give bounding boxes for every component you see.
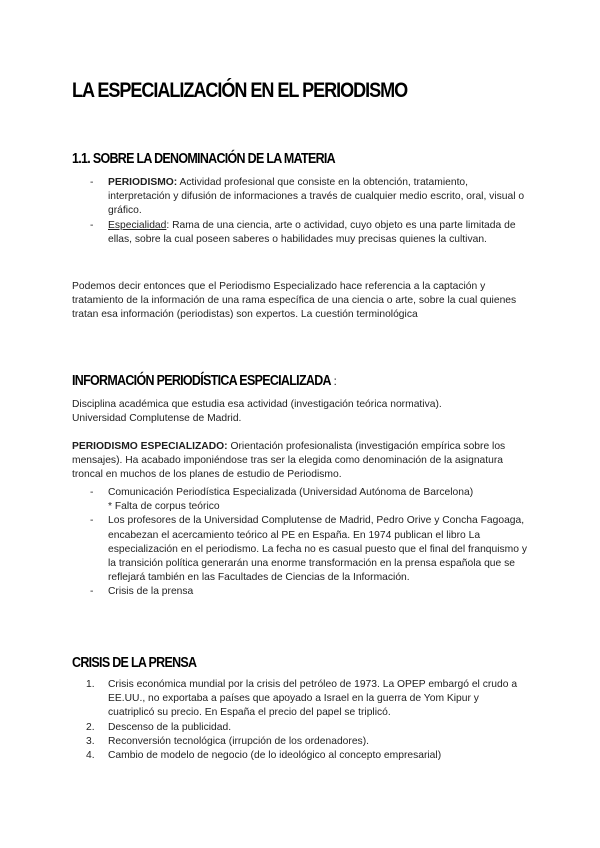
list-item [72, 219, 528, 247]
bullet-marker: - [90, 515, 94, 527]
list-item [72, 721, 528, 735]
definition-periodismo-especializado: Orientación profesionalista (investigación empírica sobre los mensajes). Ha acabado imponiéndose tras ser la elegida como denominación de la asignatura troncal en muchos de los planes de estudio de Periodismo. [72, 441, 506, 481]
bullet-marker: - [90, 487, 94, 498]
bullet-marker: - [90, 586, 94, 598]
list-number: 1. [86, 679, 95, 690]
paragraph-periodismo-especializado: Podemos decir entonces que el Periodismo Especializado hace referencia a la captación y tratamiento de la información de una rama específica de una ciencia o arte, sobre la cual quienes tratan esa información (periodistas) son expertos. La cuestión terminológica [72, 281, 517, 321]
list-item-text: Descenso de la publicidad. [108, 721, 232, 733]
list-number: 4. [86, 750, 95, 762]
paragraph-disciplina: Disciplina académica que estudia esa actividad (investigación teórica normativa). Universidad Complutense de Madrid. [72, 399, 442, 425]
list-item-text: Los profesores de la Universidad Complutense de Madrid, Pedro Orive y Concha Fagoaga, encabezan el acercamiento teórico al PE en España. En 1974 publican el libro La especialización en el periodismo. La fecha no es casual puesto que el final del franquismo y la transición política generarán una enorme transformación en la prensa española que se reflejará también en las Facultades de Ciencias de la Información. [108, 515, 527, 584]
bullet-marker: - [90, 219, 94, 231]
list-item [72, 678, 528, 721]
term-especialidad: Especialidad [108, 219, 167, 231]
bullet-marker: - [90, 177, 94, 188]
document-title: LA ESPECIALIZACIÓN EN EL PERIODISMO [72, 79, 408, 102]
list-sub-note: * Falta de corpus teórico [108, 501, 220, 513]
list-item [72, 486, 528, 514]
section-heading-crisis: CRISIS DE LA PRENSA [72, 655, 197, 671]
list-item-text: Crisis de la prensa [108, 586, 194, 598]
list-item-text: Reconversión tecnológica (irrupción de los ordenadores). [108, 735, 369, 747]
list-item [72, 735, 528, 749]
paragraph-periodismo-especializado-def [72, 440, 528, 483]
term-periodismo-especializado: PERIODISMO ESPECIALIZADO: [72, 441, 228, 452]
section-heading-informacion-text: INFORMACIÓN PERIODÍSTICA ESPECIALIZADA [72, 373, 331, 389]
list-item-text: Comunicación Periodística Especializada (Universidad Autónoma de Barcelona) [108, 487, 474, 498]
list-number: 3. [86, 735, 95, 747]
crisis-list [72, 678, 528, 763]
academic-list [72, 486, 528, 600]
definition-list [72, 176, 528, 247]
heading-colon: : [330, 374, 337, 388]
list-item [72, 176, 528, 219]
term-periodismo: PERIODISMO: [108, 177, 178, 188]
definition-periodismo: Actividad profesional que consiste en la obtención, tratamiento, interpretación y difusión de informaciones a través de cualquier medio escrito, oral, visual o gráfico. [108, 177, 525, 217]
section-heading-informacion [72, 372, 337, 390]
list-item-text: Cambio de modelo de negocio (de lo ideológico al concepto empresarial) [108, 750, 442, 762]
section-heading-denominacion: 1.1. SOBRE LA DENOMINACIÓN DE LA MATERIA [72, 151, 335, 167]
list-number: 2. [86, 721, 95, 733]
list-item [72, 585, 528, 599]
list-item-text: Crisis económica mundial por la crisis del petróleo de 1973. La OPEP embargó el crudo a EE.UU., no exportaba a países que apoyado a Israel en la guerra de Yom Kipur y cuatriplicó su precio. En España el precio del papel se triplicó. [108, 679, 518, 719]
definition-especialidad: : Rama de una ciencia, arte o actividad, cuyo objeto es una parte limitada de ellas, sobre la cual poseen saberes o habilidades muy precisas quienes la cultivan. [108, 219, 516, 245]
list-item [72, 514, 528, 585]
list-item [72, 749, 528, 763]
